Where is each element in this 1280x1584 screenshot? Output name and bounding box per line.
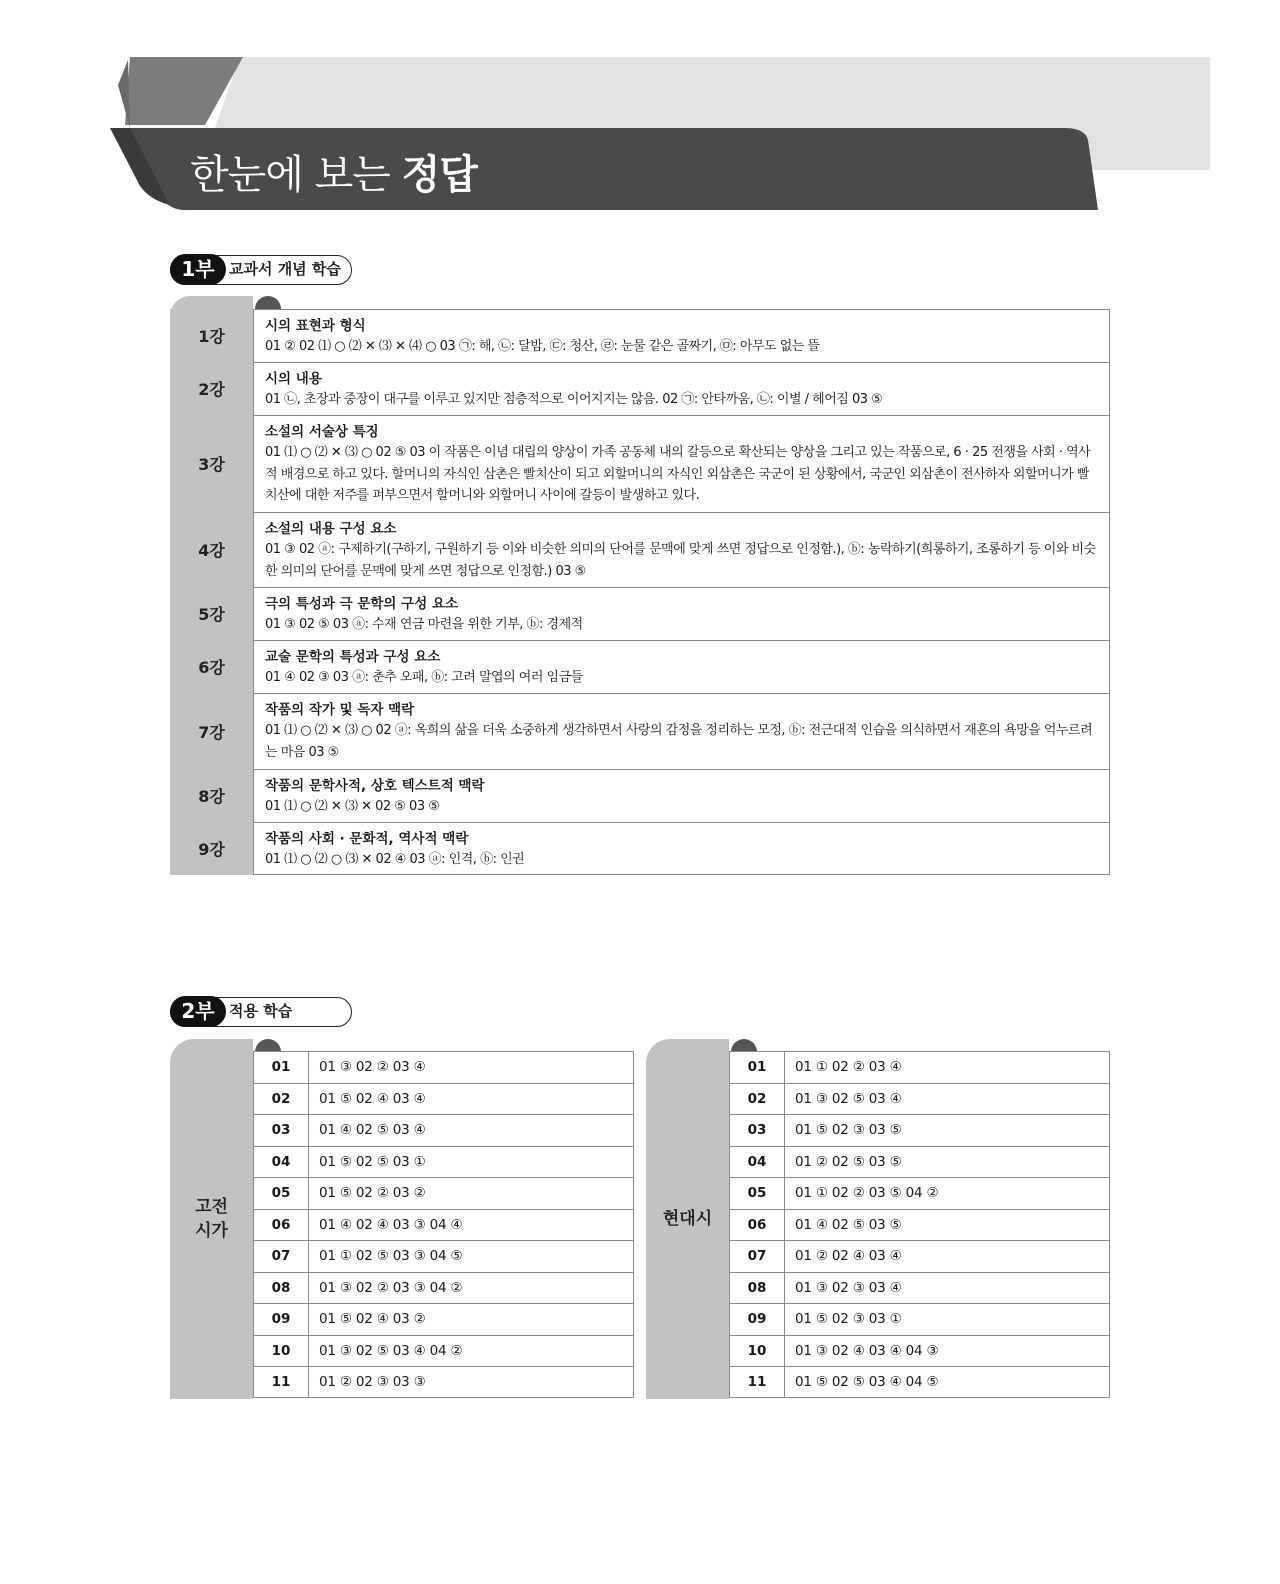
answer-text: 01 ⑤ 02 ③ 03 ① xyxy=(784,1303,1110,1335)
lesson-label: 2강 xyxy=(170,362,253,415)
answer-text: 01 ⑤ 02 ② 03 ② xyxy=(308,1177,634,1209)
answer-text: 01 ② 02 ③ 03 ③ xyxy=(308,1366,634,1398)
lesson-cell xyxy=(253,693,1110,769)
lesson-row xyxy=(170,640,1110,693)
part1-heading xyxy=(170,255,352,285)
part1-title: 교과서 개념 학습 xyxy=(229,260,341,278)
lesson-row xyxy=(170,587,1110,640)
classical-poetry-table xyxy=(170,1039,634,1399)
lesson-number: 11 xyxy=(729,1366,784,1398)
part1-badge: 1부 xyxy=(170,254,226,285)
lesson-cell xyxy=(253,587,1110,640)
answer-text: 01 ① 02 ⑤ 03 ③ 04 ⑤ xyxy=(308,1240,634,1272)
answer-text: 01 ③ 02 ③ 03 ④ xyxy=(784,1272,1110,1304)
answer-text: 01 ④ 02 ⑤ 03 ⑤ xyxy=(784,1209,1110,1241)
answer-text: 01 ③ 02 ② 03 ④ xyxy=(308,1051,634,1083)
lesson-number: 11 xyxy=(253,1366,308,1398)
lesson-heading: 소설의 서술상 특징 xyxy=(265,424,379,440)
lesson-number: 02 xyxy=(253,1083,308,1115)
answer-text: 01 ⑤ 02 ④ 03 ④ xyxy=(308,1083,634,1115)
lesson-label: 9강 xyxy=(170,822,253,875)
lesson-heading: 소설의 내용 구성 요소 xyxy=(265,521,397,537)
answer-row xyxy=(253,1272,634,1304)
lesson-number: 10 xyxy=(253,1335,308,1367)
lesson-number: 01 xyxy=(253,1051,308,1083)
page-title-bold: 정답 xyxy=(401,152,477,198)
category-label-line1: 고전 xyxy=(195,1197,228,1217)
lesson-cell xyxy=(253,362,1110,415)
lesson-number: 04 xyxy=(729,1146,784,1178)
lesson-heading: 교술 문학의 특성과 구성 요소 xyxy=(265,649,441,665)
answer-row xyxy=(729,1366,1110,1398)
answer-grid xyxy=(253,1051,634,1398)
lesson-label: 5강 xyxy=(170,587,253,640)
lesson-label: 8강 xyxy=(170,769,253,822)
answer-row xyxy=(253,1366,634,1398)
lesson-heading: 작품의 작가 및 독자 맥락 xyxy=(265,702,415,718)
answer-row xyxy=(729,1335,1110,1367)
answer-text: 01 ② 02 ⑤ 03 ⑤ xyxy=(784,1146,1110,1178)
lesson-label: 4강 xyxy=(170,512,253,587)
lesson-number: 03 xyxy=(253,1114,308,1146)
lesson-label: 1강 xyxy=(170,309,253,362)
answer-row xyxy=(253,1240,634,1272)
answer-text: 01 ④ 02 ④ 03 ③ 04 ④ xyxy=(308,1209,634,1241)
answer-row xyxy=(253,1335,634,1367)
lesson-number: 02 xyxy=(729,1083,784,1115)
lesson-label: 6강 xyxy=(170,640,253,693)
lesson-heading: 시의 내용 xyxy=(265,371,322,387)
answer-row xyxy=(253,1177,634,1209)
answer-row xyxy=(729,1209,1110,1241)
lesson-cell xyxy=(253,512,1110,587)
lesson-heading: 작품의 문학사적, 상호 텍스트적 맥락 xyxy=(265,778,485,794)
lesson-answers: 01 ⑴ ○ ⑵ ○ ⑶ ✕ 02 ④ 03 ⓐ: 인격, ⓑ: 인권 xyxy=(265,852,525,867)
answer-row xyxy=(729,1114,1110,1146)
answer-row xyxy=(729,1272,1110,1304)
answer-row xyxy=(729,1051,1110,1083)
answer-text: 01 ③ 02 ④ 03 ④ 04 ③ xyxy=(784,1335,1110,1367)
lesson-number: 03 xyxy=(729,1114,784,1146)
lesson-row xyxy=(170,309,1110,362)
lesson-cell xyxy=(253,415,1110,512)
lesson-cell xyxy=(253,822,1110,875)
answer-row xyxy=(729,1177,1110,1209)
lesson-row xyxy=(170,769,1110,822)
lesson-number: 07 xyxy=(729,1240,784,1272)
answer-text: 01 ③ 02 ② 03 ③ 04 ② xyxy=(308,1272,634,1304)
lesson-number: 09 xyxy=(729,1303,784,1335)
lesson-number: 09 xyxy=(253,1303,308,1335)
header-banner xyxy=(0,0,1280,230)
lesson-number: 06 xyxy=(729,1209,784,1241)
lesson-answers: 01 ⑴ ○ ⑵ ✕ ⑶ ○ 02 ⓐ: 옥희의 삶을 더욱 소중하게 생각하면서 사랑의 감정을 정리하는 모정, ⓑ: 전근대적 인습을 의식하면서 재혼의 욕망을 억누르려는 마음 03 ⑤ xyxy=(265,723,1093,760)
lesson-label: 7강 xyxy=(170,693,253,769)
lesson-answers: 01 ② 02 ⑴ ○ ⑵ ✕ ⑶ ✕ ⑷ ○ 03 ㉠: 해, ㉡: 달밤, ㉢: 청산, ㉣: 눈물 같은 골짜기, ㉤: 아무도 없는 뜰 xyxy=(265,339,820,354)
lesson-cell xyxy=(253,640,1110,693)
answer-row xyxy=(253,1114,634,1146)
lesson-number: 10 xyxy=(729,1335,784,1367)
answer-grid xyxy=(729,1051,1110,1398)
lesson-number: 06 xyxy=(253,1209,308,1241)
answer-row xyxy=(253,1051,634,1083)
answer-row xyxy=(253,1303,634,1335)
part2-title: 적용 학습 xyxy=(229,1002,293,1020)
lesson-label: 3강 xyxy=(170,415,253,512)
lesson-heading: 극의 특성과 극 문학의 구성 요소 xyxy=(265,596,459,612)
category-label-line2: 시가 xyxy=(195,1221,228,1241)
lesson-row xyxy=(170,822,1110,875)
answer-row xyxy=(729,1303,1110,1335)
lesson-answers: 01 ③ 02 ⓐ: 구제하기(구하기, 구원하기 등 이와 비슷한 의미의 단어를 문맥에 맞게 쓰면 정답으로 인정함.), ⓑ: 농락하기(희롱하기, 조롱하기 등 이와 비슷한 의미의 단어를 문맥에 맞게 쓰면 정답으로 인정함.) 03 ⑤ xyxy=(265,542,1096,579)
part2-badge: 2부 xyxy=(170,996,226,1027)
answer-row xyxy=(729,1083,1110,1115)
lesson-cell xyxy=(253,309,1110,362)
lesson-answers: 01 ⑴ ○ ⑵ ✕ ⑶ ○ 02 ⑤ 03 이 작품은 이념 대립의 양상이 가족 공동체 내의 갈등으로 확산되는 양상을 그리고 있는 작품으로, 6 · 25 전쟁을 사회 · 역사적 배경으로 하고 있다. 할머니의 자식인 삼촌은 빨치산이 되고 외할머니의 자식인 외삼촌은 국군이 된 상황에서, 국군인 외삼촌이 전사하자 외할머니가 빨치산에 대한 저주를 퍼부으면서 할머니와 외할머니 사이에 갈등이 발생하고 있다. xyxy=(265,445,1091,503)
lesson-row xyxy=(170,693,1110,769)
lesson-answers: 01 ④ 02 ③ 03 ⓐ: 춘추 오패, ⓑ: 고려 말엽의 여러 임금들 xyxy=(265,670,583,685)
answer-row xyxy=(253,1146,634,1178)
answer-row xyxy=(253,1209,634,1241)
lesson-row xyxy=(170,512,1110,587)
answer-text: 01 ⑤ 02 ⑤ 03 ④ 04 ⑤ xyxy=(784,1366,1110,1398)
lesson-cell xyxy=(253,769,1110,822)
lesson-number: 05 xyxy=(253,1177,308,1209)
answer-text: 01 ③ 02 ⑤ 03 ④ 04 ② xyxy=(308,1335,634,1367)
lesson-number: 01 xyxy=(729,1051,784,1083)
lesson-row xyxy=(170,415,1110,512)
answer-text: 01 ⑤ 02 ④ 03 ② xyxy=(308,1303,634,1335)
page-title xyxy=(190,143,477,200)
answer-row xyxy=(729,1240,1110,1272)
part2-heading xyxy=(170,997,352,1027)
answer-text: 01 ② 02 ④ 03 ④ xyxy=(784,1240,1110,1272)
answer-text: 01 ⑤ 02 ⑤ 03 ① xyxy=(308,1146,634,1178)
answer-row xyxy=(729,1146,1110,1178)
answer-text: 01 ① 02 ② 03 ⑤ 04 ② xyxy=(784,1177,1110,1209)
answer-text: 01 ① 02 ② 03 ④ xyxy=(784,1051,1110,1083)
answer-text: 01 ⑤ 02 ③ 03 ⑤ xyxy=(784,1114,1110,1146)
lesson-answers: 01 ③ 02 ⑤ 03 ⓐ: 수재 연금 마련을 위한 기부, ⓑ: 경제적 xyxy=(265,617,583,632)
answer-row xyxy=(253,1083,634,1115)
lesson-heading: 시의 표현과 형식 xyxy=(265,318,366,334)
category-label: 현대시 xyxy=(662,1209,713,1229)
lesson-number: 05 xyxy=(729,1177,784,1209)
lesson-row xyxy=(170,362,1110,415)
answer-text: 01 ④ 02 ⑤ 03 ④ xyxy=(308,1114,634,1146)
lesson-number: 04 xyxy=(253,1146,308,1178)
category-label xyxy=(170,1039,253,1399)
lesson-answers: 01 ⑴ ○ ⑵ ✕ ⑶ ✕ 02 ⑤ 03 ⑤ xyxy=(265,799,440,814)
answer-text: 01 ③ 02 ⑤ 03 ④ xyxy=(784,1083,1110,1115)
lesson-number: 07 xyxy=(253,1240,308,1272)
lesson-heading: 작품의 사회 · 문화적, 역사적 맥락 xyxy=(265,831,469,847)
modern-poetry-table xyxy=(646,1039,1110,1399)
lesson-answers: 01 ㉡, 초장과 중장이 대구를 이루고 있지만 점층적으로 이어지지는 않음. 02 ㉠: 안타까움, ㉡: 이별 / 헤어짐 03 ⑤ xyxy=(265,392,883,407)
page-title-regular: 한눈에 보는 xyxy=(190,152,390,198)
lesson-number: 08 xyxy=(729,1272,784,1304)
lesson-number: 08 xyxy=(253,1272,308,1304)
